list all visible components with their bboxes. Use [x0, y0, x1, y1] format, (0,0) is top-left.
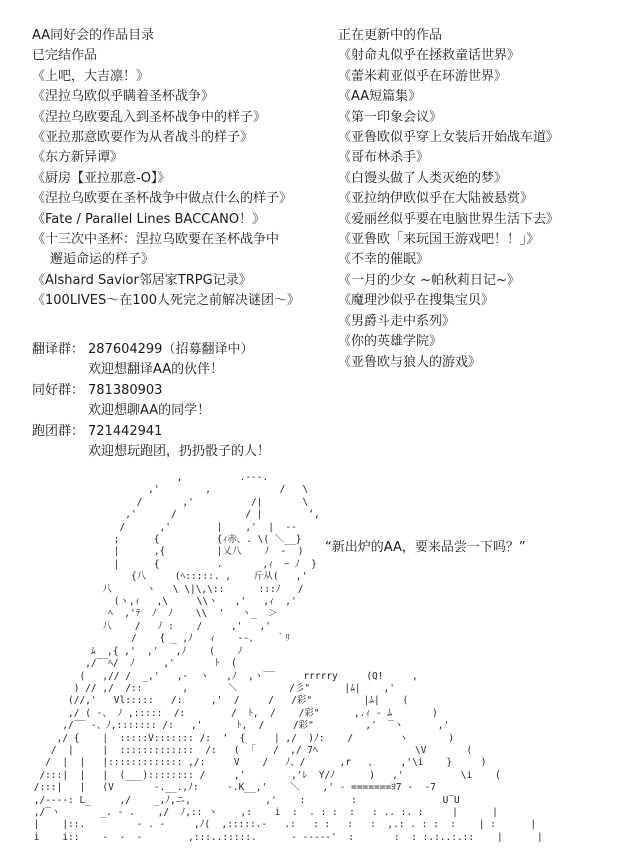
trpg-group-number: 721442941 — [88, 423, 163, 439]
ongoing-item: 《亚鲁欧「来玩国王游戏吧！！」》 — [338, 232, 540, 248]
ongoing-item: 《AA短篇集》 — [338, 89, 422, 105]
completed-item: 《涅拉乌欧似乎瞒着圣杯战争》 — [32, 89, 215, 105]
ongoing-item: 《白馒头做了人类灭绝的梦》 — [338, 170, 508, 186]
ongoing-item: 《第一印象会议》 — [338, 109, 443, 125]
completed-item: 《十三次中圣杯：涅拉乌欧要在圣杯战争中 — [32, 232, 280, 248]
fans-group-number: 781380903 — [88, 382, 163, 398]
fans-group-row — [32, 381, 270, 401]
ongoing-item: 《亚鲁欧与狼人的游戏》 — [338, 354, 482, 370]
fans-group-label: 同好群： — [32, 382, 85, 398]
completed-item: 《涅拉乌欧要在圣杯战争中做点什么的样子》 — [32, 191, 293, 207]
ongoing-item: 《不幸的催眠》 — [338, 252, 430, 268]
trpg-group-row — [32, 422, 270, 442]
completed-label: 已完结作品 — [32, 48, 98, 64]
ongoing-item: 《亚鲁欧似乎穿上女装后开始战车道》 — [338, 130, 560, 146]
trpg-group-welcome: 欢迎想玩跑团，扔扔骰子的人！ — [88, 444, 271, 460]
catalog-header: AA同好会的作品目录 — [32, 28, 155, 43]
completed-item: 《东方新异谭》 — [32, 150, 124, 166]
translation-group-welcome: 欢迎想翻译AA的伙伴！ — [88, 362, 224, 378]
completed-item: 《涅拉乌欧要乱入到圣杯战争中的样子》 — [32, 109, 267, 125]
ongoing-item: 《蕾米莉亚似乎在环游世界》 — [338, 68, 508, 84]
ongoing-header: 正在更新中的作品 — [338, 28, 443, 43]
ongoing-item: 《魔理沙似乎在搜集宝贝》 — [338, 293, 495, 309]
ongoing-item: 《亚拉纳伊欧似乎在大陆被悬赏》 — [338, 191, 534, 207]
group-info — [32, 340, 270, 462]
completed-item: 《上吧，大吉凛！》 — [32, 68, 150, 84]
speech-bubble-text: “新出炉的AA，要来品尝一下吗？” — [325, 540, 526, 555]
completed-item: 《Fate / Parallel Lines BACCANO！》 — [32, 211, 266, 227]
right-column — [338, 26, 618, 373]
ongoing-item: 《男爵斗走中系列》 — [338, 313, 456, 329]
ascii-art-illustration — [28, 472, 588, 850]
translation-group-number: 287604299（招募翻译中） — [88, 342, 254, 357]
left-column — [32, 26, 332, 312]
translation-group-label: 翻译群： — [32, 342, 85, 357]
ascii-art-figure: , .-‐-. ,' , / \ / ,' /| \ ,' / / | ‘, / ,' | ,' | ‐- ; { {ｨ赤、. \( ＼__} | ,{ |乂八 ﾉ ‐ ) | { . ,ｨ ｰ ﾉ } {八 (ﾍ:::::. , 斤从( ,' 八 ヽ \ \|\,\:: :::ﾉ / (ヽ,ｨ ,\ \\ヽ ,' ,ｨ ,' ﾍ ,'ﾃ ﾉ ﾉ \\ ' ヽ_ ＞ 八 / ﾉ : / ,' ,' / { _ ,ﾉ ｨ ‐-、 ｀ﾘ ﾑ ,{ ,' ,' ,ﾉ ( ﾉ ,/‾‾ﾍ/ ﾉ ,' ﾄ ( ( ,// / _,' ,- ヽ ,ﾉ ,ヽ‾‾ rrrrry (Q! , ) // ,/ /:: , ＼ /彡" |ﾑ| ,' (//,' Vl::::: /: ,' / / /彩" |ﾑ| ( ,/ ( ‐、 ﾉ ,::::: /: / ﾄ, / /彩" ,.ｨ ‐ ﾑ ) ,/‾‾ ‐、ﾉ,::::::: /: ,' ﾄ, / /彩" ,' ‾ヽ ,' ,/ { | :::::V::::::: /: ‘ { | ,/ )ﾉ: / ヽ ) / | | ::::::::::::: /: ( ｢ / ,/ 7ﾍ \V ( / | | |::::::::::::: ,/: V / ﾉ、/ ,r 、 ,'\i } ) /:::| | | (___):::::::: / ,' ,'ﾚ Y/ﾉ ) ,' \i ( /:::| | (V ‐.__.,ﾉ: ‐.K__,' ＼ ,' ‐ =======ﾖ7 ‐ ‐7 ,/-‐--: L_ ,/ _,ﾉ,ニ, ,' : : U‾U ,/‾ヽ _. ‐ . ,/ ﾉ,:: ヽ ,: i : . : : : : .. :. : | | | |::. ‐ . ‐ ,ﾉ( ,:::::.‐ .: : : : : ,.: . : : : | : | i i:: ‐ ‐ ‐ ,:::..:::::. ‐ ‐‐‐‐‐' : : : :.:..:.:: | | — [33, 472, 543, 843]
completed-item: 《厨房【亚拉那意-O】》 — [32, 170, 171, 186]
fans-group-welcome: 欢迎想聊AA的同学！ — [88, 403, 211, 419]
ongoing-item: 《一月的少女 ~帕秋莉日记~》 — [338, 272, 520, 288]
ongoing-item: 《哥布林杀手》 — [338, 150, 430, 166]
completed-item-continued: 邂逅命运的样子》 — [50, 252, 155, 268]
completed-item: 《Alshard Savior邻居家TRPG记录》 — [32, 272, 252, 288]
ongoing-item: 《你的英雄学院》 — [338, 334, 443, 350]
completed-item: 《亚拉那意欧要作为从者战斗的样子》 — [32, 130, 254, 146]
ongoing-item: 《爱丽丝似乎要在电脑世界生活下去》 — [338, 211, 560, 227]
ongoing-item: 《射命丸似乎在拯救童话世界》 — [338, 48, 521, 64]
translation-group-row — [32, 340, 270, 360]
completed-item: 《100LIVES～在100人死完之前解决谜团～》 — [32, 293, 301, 309]
trpg-group-label: 跑团群： — [32, 423, 85, 439]
